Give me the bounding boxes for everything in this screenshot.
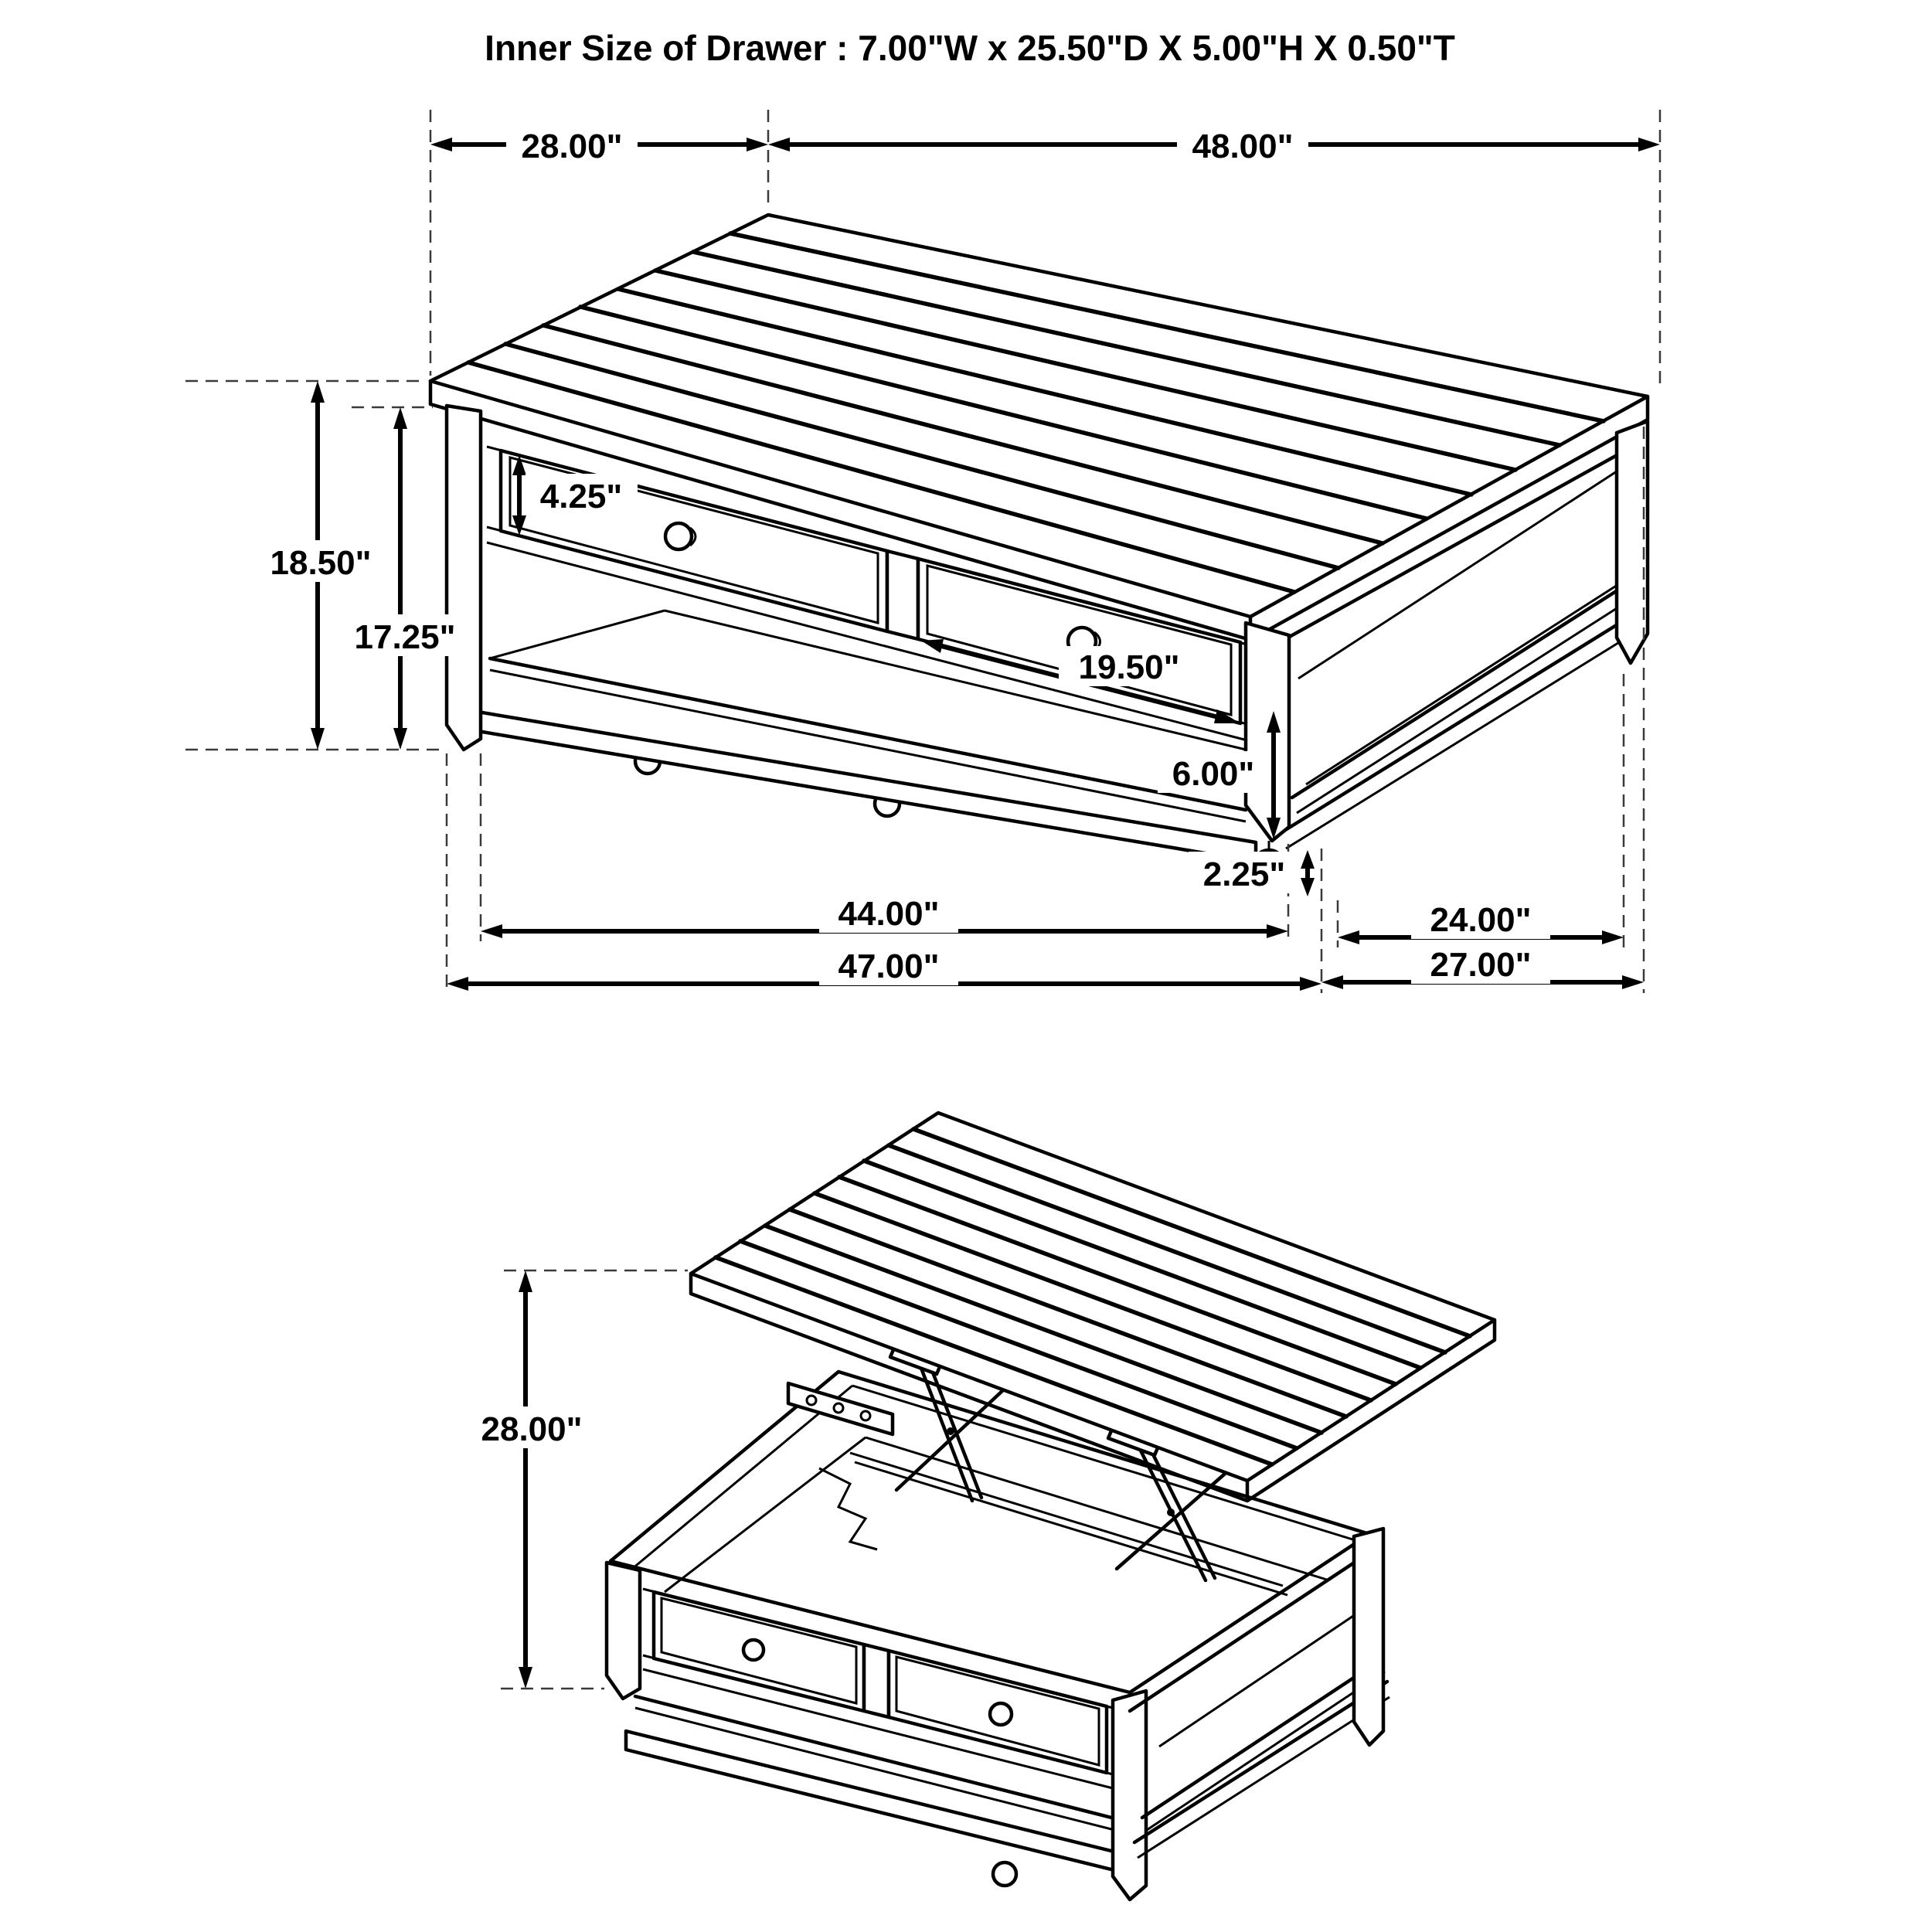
dim-label: 48.00" (1192, 128, 1294, 165)
dim-label: 47.00" (838, 947, 940, 985)
pivot-screw (1167, 1509, 1175, 1516)
dim-label: 19.50" (1078, 648, 1180, 686)
side-shelf-front (1292, 589, 1620, 798)
side-apron-bottom (1138, 1697, 1389, 1858)
dim-top-depth (430, 124, 768, 165)
drawer-knob (990, 1703, 1012, 1725)
dim-base-depth-outer (1321, 944, 1644, 989)
dim-label: 4.25" (539, 478, 623, 515)
extension-lines (185, 110, 1660, 993)
dim-base-width-inner (481, 893, 1288, 938)
dim-base-width-outer (447, 945, 1321, 991)
drawer-divider (887, 551, 918, 639)
dim-label: 18.50" (270, 544, 372, 582)
drawer-divider (864, 1645, 889, 1717)
dim-label: 28.00" (521, 128, 623, 165)
drawer-knob (743, 1640, 764, 1660)
side-apron-top (1134, 1682, 1387, 1842)
dim-label: 2.25" (1202, 855, 1286, 893)
closed-table-view (185, 110, 1660, 993)
dim-top-length (768, 124, 1660, 165)
side-shelf-thickness (1297, 604, 1623, 813)
dim-caster-height (1189, 850, 1315, 896)
dim-base-depth-inner (1338, 899, 1624, 944)
lifted-tabletop (691, 1113, 1495, 1501)
page-title: Inner Size of Drawer : 7.00"W x 25.50"D X 5.00"H X 0.50"T (485, 28, 1455, 68)
dim-label: 6.00" (1172, 755, 1255, 793)
front-left-leg (447, 406, 481, 750)
side-apron-top (1283, 618, 1628, 832)
dim-label: 28.00" (481, 1410, 583, 1448)
open-table-view (462, 1113, 1495, 1900)
dim-label: 44.00" (838, 895, 940, 933)
dim-label: 24.00" (1430, 901, 1532, 939)
dim-label: 27.00" (1430, 946, 1532, 984)
rear-right-leg (1354, 1529, 1383, 1745)
side-shelf-back (1306, 583, 1620, 784)
dim-label: 17.25" (354, 618, 456, 656)
drawer-right (889, 1651, 1107, 1773)
base-front (607, 1563, 1146, 1900)
hinge-plate (819, 1468, 877, 1549)
drawer-knob (665, 523, 692, 549)
side-shelf-thickness (1147, 1672, 1385, 1830)
shelf-corner-line (490, 611, 665, 658)
dim-overall-height (252, 381, 389, 750)
side-inner-edge (1159, 1611, 1360, 1747)
drawer-left (654, 1592, 864, 1711)
front-left-leg (607, 1563, 640, 1699)
pivot-screw (947, 1427, 954, 1435)
front-corner-leg (1113, 1691, 1146, 1900)
caster-wheel (993, 1862, 1016, 1886)
side-apron-bottom (1286, 635, 1631, 849)
side-shelf-front (1142, 1659, 1382, 1818)
